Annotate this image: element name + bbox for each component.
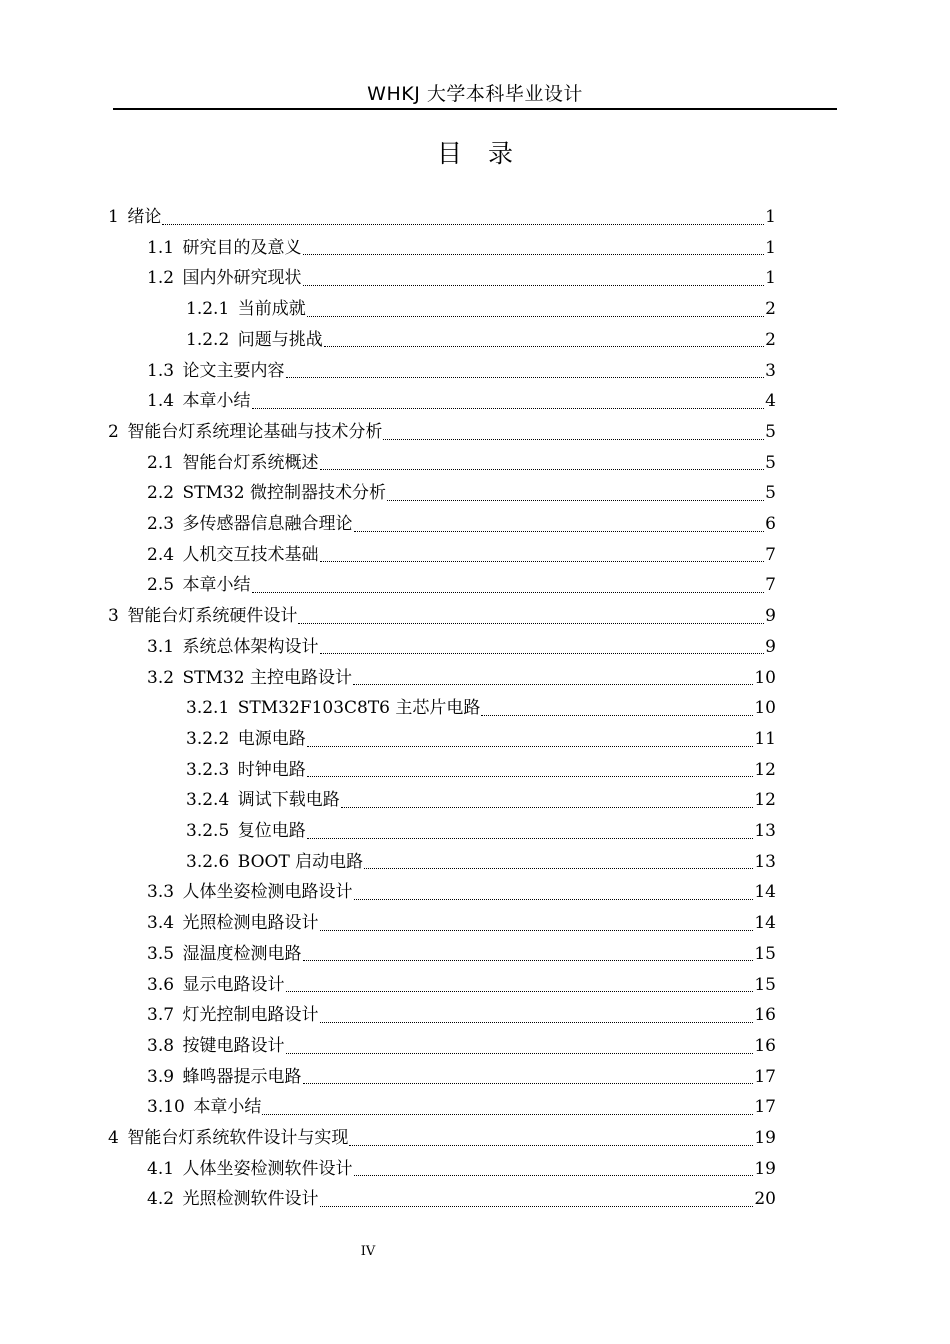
page-number: IV — [360, 1244, 376, 1259]
toc-entry-label: 2 智能台灯系统理论基础与技术分析 — [108, 421, 383, 442]
toc-entry-page: 5 — [765, 483, 776, 504]
toc-entry-page: 17 — [754, 1066, 776, 1087]
toc-entry[interactable] — [147, 478, 776, 509]
toc-dot-leader — [307, 816, 754, 847]
toc-entry[interactable] — [108, 417, 776, 448]
toc-entry-label: 3.8 按键电路设计 — [147, 1035, 285, 1056]
toc-dot-leader — [353, 663, 753, 694]
toc-entry-page: 10 — [754, 667, 776, 688]
toc-entry-page: 1 — [765, 237, 776, 258]
toc-entry-label: 4.1 人体坐姿检测软件设计 — [147, 1158, 353, 1179]
toc-entry-label: 3.2.4 调试下载电路 — [186, 790, 340, 811]
toc-dot-leader — [162, 202, 764, 233]
toc-entry-page: 15 — [754, 943, 776, 964]
toc-entry-label: 3.2.6 BOOT 启动电路 — [186, 851, 364, 872]
toc-entry[interactable] — [147, 356, 776, 387]
toc-entry-label: 2.3 多传感器信息融合理论 — [147, 514, 353, 534]
toc-entry-label: 3.5 湿温度检测电路 — [147, 943, 302, 964]
toc-entry-label: 3.9 蜂鸣器提示电路 — [147, 1066, 302, 1087]
toc-dot-leader — [286, 356, 765, 387]
toc-entry-page: 9 — [765, 636, 776, 657]
toc-entry-page: 6 — [765, 514, 776, 534]
toc-entry-page: 2 — [765, 329, 776, 350]
toc-entry[interactable] — [147, 877, 776, 908]
toc-entry-label: 1.2.1 当前成就 — [186, 299, 306, 320]
toc-entry-page: 14 — [754, 913, 776, 934]
toc-entry[interactable] — [147, 632, 776, 663]
toc-entry[interactable] — [186, 724, 776, 755]
toc-dot-leader — [364, 847, 753, 878]
toc-entry-label: 1.4 本章小结 — [147, 391, 251, 412]
toc-entry-page: 7 — [765, 575, 776, 596]
toc-entry[interactable] — [108, 601, 776, 632]
toc-entry[interactable] — [147, 939, 776, 970]
header-rule — [113, 108, 837, 110]
toc-entry-label: 3.2 STM32 主控电路设计 — [147, 667, 352, 688]
toc-entry[interactable] — [147, 233, 776, 264]
toc-entry[interactable] — [147, 448, 776, 479]
toc-entry-page: 1 — [765, 268, 776, 289]
toc-dot-leader — [286, 970, 754, 1001]
toc-entry[interactable] — [147, 1031, 776, 1062]
toc-entry-label: 3.2.1 STM32F103C8T6 主芯片电路 — [186, 698, 481, 719]
toc-dot-leader — [252, 386, 765, 417]
toc-dot-leader — [341, 785, 754, 816]
toc-entry-label: 1.1 研究目的及意义 — [147, 237, 302, 258]
toc-dot-leader — [307, 724, 754, 755]
toc-entry-page: 7 — [765, 544, 776, 565]
toc-entry-label: 3.10 本章小结 — [147, 1097, 262, 1118]
toc-entry-page: 14 — [754, 882, 776, 903]
toc-entry-label: 2.1 智能台灯系统概述 — [147, 452, 319, 473]
toc-entry[interactable] — [147, 1184, 776, 1215]
toc-dot-leader — [320, 908, 754, 939]
toc-entry-label: 4 智能台灯系统软件设计与实现 — [108, 1128, 349, 1148]
toc-dot-leader — [320, 540, 765, 571]
toc-entry[interactable] — [186, 325, 776, 356]
toc-entry-label: 3.3 人体坐姿检测电路设计 — [147, 882, 353, 903]
toc-entry-page: 4 — [765, 391, 776, 412]
toc-entry[interactable] — [186, 294, 776, 325]
toc-dot-leader — [320, 632, 765, 663]
toc-dot-leader — [354, 509, 765, 540]
toc-entry-label: 1.2.2 问题与挑战 — [186, 329, 323, 350]
toc-entry-page: 19 — [754, 1128, 776, 1148]
toc-entry-label: 3 智能台灯系统硬件设计 — [108, 606, 298, 627]
toc-entry-page: 13 — [754, 821, 776, 841]
toc-entry[interactable] — [147, 509, 776, 540]
toc-dot-leader — [252, 570, 765, 601]
toc-entry-page: 5 — [765, 452, 776, 473]
toc-entry[interactable] — [147, 263, 776, 294]
toc-dot-leader — [298, 601, 764, 632]
toc-entry-page: 12 — [754, 759, 776, 780]
toc-entry-page: 11 — [754, 728, 776, 749]
toc-entry-page: 16 — [754, 1035, 776, 1056]
toc-dot-leader — [303, 1062, 754, 1093]
toc-entry[interactable] — [147, 570, 776, 601]
toc-entry-page: 12 — [754, 790, 776, 811]
toc-dot-leader — [303, 263, 765, 294]
toc-entry[interactable] — [186, 816, 776, 847]
toc-dot-leader — [481, 693, 753, 724]
toc-entry-page: 13 — [754, 851, 776, 872]
toc-dot-leader — [303, 233, 765, 264]
toc-entry-page: 17 — [754, 1097, 776, 1118]
toc-entry[interactable] — [147, 663, 776, 694]
toc-dot-leader — [320, 1000, 754, 1031]
toc-entry-label: 3.1 系统总体架构设计 — [147, 636, 319, 657]
toc-dot-leader — [307, 755, 754, 786]
toc-entry[interactable] — [108, 202, 776, 233]
toc-dot-leader — [387, 478, 764, 509]
toc-entry-label: 2.2 STM32 微控制器技术分析 — [147, 483, 386, 504]
toc-entry[interactable] — [147, 1154, 776, 1185]
toc-title: 目录 — [436, 139, 539, 168]
toc-entry-label: 3.6 显示电路设计 — [147, 974, 285, 995]
toc-entry-label: 3.2.5 复位电路 — [186, 821, 306, 841]
toc-dot-leader — [354, 877, 754, 908]
toc-dot-leader — [307, 294, 764, 325]
toc-entry[interactable] — [186, 693, 776, 724]
toc-entry-label: 1.2 国内外研究现状 — [147, 268, 302, 289]
toc-dot-leader — [349, 1123, 753, 1154]
toc-entry-page: 1 — [765, 207, 776, 227]
toc-entry-page: 19 — [754, 1158, 776, 1179]
toc-dot-leader — [320, 1184, 754, 1215]
toc-entry-label: 2.5 本章小结 — [147, 575, 251, 596]
toc-entry[interactable] — [108, 1123, 776, 1154]
toc-entry-page: 9 — [765, 606, 776, 627]
toc-entry-page: 20 — [754, 1189, 776, 1210]
toc-entry[interactable] — [147, 1092, 776, 1123]
toc-entry-page: 3 — [765, 360, 776, 381]
toc-entry[interactable] — [147, 540, 776, 571]
toc-entry[interactable] — [147, 1062, 776, 1093]
toc-dot-leader — [262, 1092, 753, 1123]
toc-entry-label: 1 绪论 — [108, 207, 162, 227]
toc-dot-leader — [320, 448, 765, 479]
toc-dot-leader — [324, 325, 764, 356]
toc-entry-label: 1.3 论文主要内容 — [147, 360, 285, 381]
toc-entry-label: 4.2 光照检测软件设计 — [147, 1189, 319, 1210]
toc-dot-leader — [354, 1154, 754, 1185]
toc-entry[interactable] — [186, 755, 776, 786]
toc-entry-label: 3.2.2 电源电路 — [186, 728, 306, 749]
toc-entry[interactable] — [147, 1000, 776, 1031]
toc-entry-label: 3.2.3 时钟电路 — [186, 759, 306, 780]
toc-entry-label: 3.4 光照检测电路设计 — [147, 913, 319, 934]
page-header: WHKJ 大学本科毕业设计 — [367, 83, 583, 105]
toc-entry[interactable] — [147, 908, 776, 939]
toc-entry[interactable] — [147, 970, 776, 1001]
toc-entry-page: 2 — [765, 299, 776, 320]
toc-entry-page: 5 — [765, 421, 776, 442]
toc-entry[interactable] — [186, 785, 776, 816]
toc-entry-label: 3.7 灯光控制电路设计 — [147, 1005, 319, 1026]
toc-dot-leader — [383, 417, 764, 448]
toc-entry-page: 15 — [754, 974, 776, 995]
toc-entry-page: 10 — [754, 698, 776, 719]
toc-dot-leader — [286, 1031, 754, 1062]
toc-entry[interactable] — [147, 386, 776, 417]
toc-entry-page: 16 — [754, 1005, 776, 1026]
toc-dot-leader — [303, 939, 754, 970]
toc-entry[interactable] — [186, 847, 776, 878]
toc-entry-label: 2.4 人机交互技术基础 — [147, 544, 319, 565]
